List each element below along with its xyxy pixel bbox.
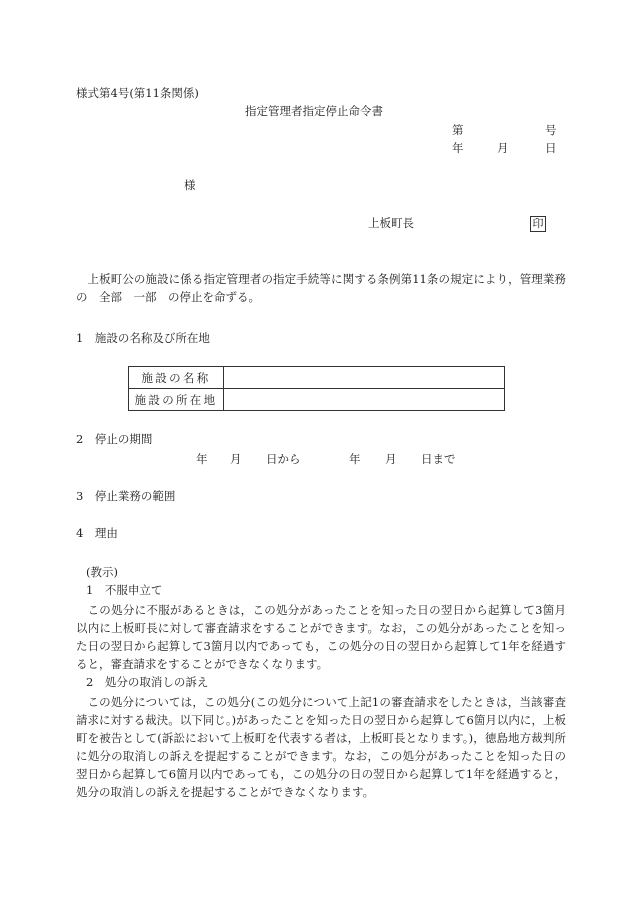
issuer-name: 上板町長 — [368, 216, 414, 230]
period-to-year: 年 — [349, 452, 361, 466]
number-suffix: 号 — [545, 123, 557, 137]
table-row — [129, 367, 505, 389]
period-to-month: 月 — [385, 452, 397, 466]
section4-heading: 4 理由 — [76, 526, 118, 540]
date-day-label: 日 — [545, 141, 557, 155]
form-number: 様式第4号(第11条関係) — [76, 86, 199, 100]
section3-heading: 3 停止業務の範囲 — [76, 489, 176, 503]
facility-name-value — [224, 367, 505, 389]
period-from-day: 日から — [266, 452, 301, 466]
date-year-label: 年 — [452, 141, 464, 155]
period-from-year: 年 — [196, 452, 208, 466]
notice-item2-text: この処分については，この処分(この処分について上記1の審査請求をしたときは，当該審査請求に対する裁決。以下同じ。)があったことを知った日の翌日から起算して6箇月以内に，上板町を被告として(訴訟において上板町を代表する者は，上板町長となります。)，徳島地方裁判所に処分の取消しの訴えを提起することができます。なお，この処分があったことを知った日の翌日から起算して6箇月以内であっても，この処分の日の翌日から起算して1年を経過すると，処分の取消しの訴えを提起することができなくなります。 — [76, 695, 566, 799]
document-title: 指定管理者指定停止命令書 — [245, 104, 383, 118]
facility-table — [128, 366, 505, 411]
notice-item1-title: 1 不服申立て — [86, 583, 163, 597]
section2-heading: 2 停止の期間 — [76, 432, 153, 446]
facility-address-value — [224, 389, 505, 411]
facility-name-label: 施設の名称 — [129, 367, 224, 389]
order-text: 上板町公の施設に係る指定管理者の指定手続等に関する条例第11条の規定により，管理業務の 全部 一部 の停止を命ずる。 — [76, 272, 566, 304]
notice-item1-text: この処分に不服があるときは，この処分があったことを知った日の翌日から起算して3箇月以内に上板町長に対して審査請求をすることができます。なお，この処分があったことを知った日の翌日から起算して3箇月以内であっても，この処分の日の翌日から起算して1年を経過すると，審査請求をすることができなくなります。 — [76, 603, 566, 671]
period-from-month: 月 — [230, 452, 242, 466]
notice-item2-title: 2 処分の取消しの訴え — [86, 675, 209, 689]
addressee-honorific: 様 — [184, 178, 196, 192]
notice-heading: (教示) — [86, 565, 118, 579]
number-prefix: 第 — [452, 123, 464, 137]
section1-heading: 1 施設の名称及び所在地 — [76, 331, 210, 345]
table-row — [129, 389, 505, 411]
period-to-day: 日まで — [421, 452, 456, 466]
facility-address-label: 施設の所在地 — [129, 389, 224, 411]
seal-mark: 印 — [530, 216, 546, 232]
date-month-label: 月 — [497, 141, 509, 155]
